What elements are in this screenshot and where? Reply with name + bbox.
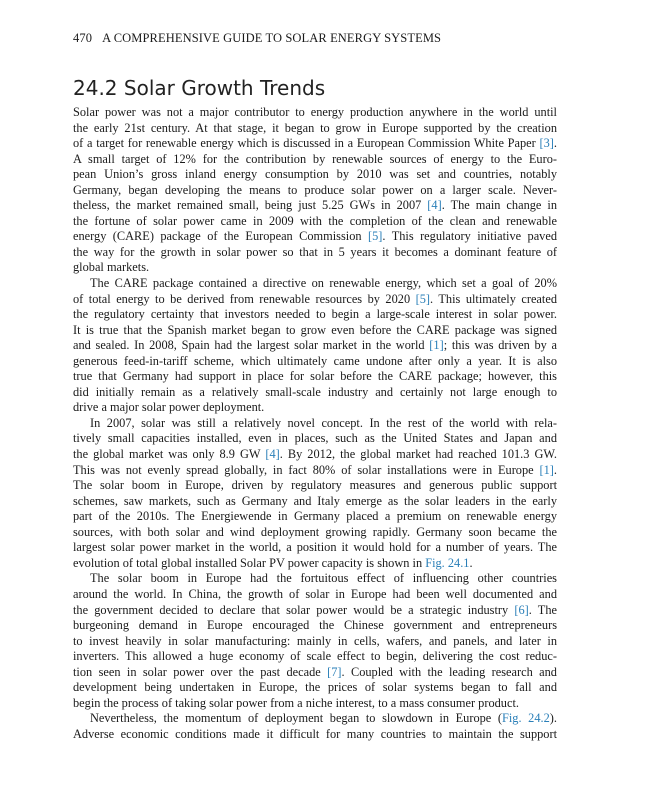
text-line: the early 21st century. At that stage, it began to grow in Europe supported by the creation: [73, 120, 557, 135]
page-number: 470: [73, 31, 93, 45]
citation-link-1[interactable]: [1]: [429, 338, 444, 353]
text-line: drive a major solar power deployment.: [73, 400, 265, 415]
citation-link-1[interactable]: [1]: [539, 462, 554, 477]
text-line: global markets.: [73, 260, 150, 275]
citation-link-5[interactable]: [5]: [368, 229, 383, 244]
text-line: It is true that the Spanish market began to grow even before the CARE package was signed: [73, 322, 557, 337]
text-line: and sealed. In 2008, Spain had the largest solar market in the world [1]; this was driven by a: [73, 338, 557, 353]
text-line: the fortune of solar power came in 2009 with the completion of the clean and renewable: [73, 213, 557, 228]
text-line: begin the process of taking solar power from a niche interest, to a mass consumer product.: [73, 695, 519, 710]
text-line: The solar boom in Europe, driven by regulatory measures and generous public support: [73, 478, 557, 493]
text-line: of a target for renewable energy which is discussed in a European Commission White Paper [3].: [73, 136, 557, 151]
citation-link-4[interactable]: [4]: [427, 198, 442, 213]
text-line: the government decided to declare that solar power would be a strategic industry [6]. The: [73, 602, 557, 617]
text-line: schemes, saw markets, such as Germany and Italy emerge as the solar leaders in the early: [73, 493, 557, 508]
text-line: development being undertaken in Europe, the prices of solar systems began to fall and: [73, 680, 557, 695]
figure-link-24-1[interactable]: Fig. 24.1: [425, 555, 470, 570]
text-line: Solar power was not a major contributor to energy production anywhere in the world until: [73, 105, 557, 119]
running-head-title: A COMPREHENSIVE GUIDE TO SOLAR ENERGY SYSTEMS: [102, 31, 442, 45]
text-line: pean Union’s gross inland energy consumption by 2010 was set and countries, notably: [73, 167, 557, 182]
text-line: evolution of total global installed Solar PV power capacity is shown in Fig. 24.1.: [73, 555, 473, 570]
text-line: inverters. This allowed a huge economy of scale effect to begin, delivering the cost reduc-: [73, 649, 557, 664]
text-line: Germany, began developing the means to produce solar power on a larger scale. Never-: [73, 182, 557, 197]
text-line: sources, with both solar and wind deployment growing rapidly. Germany soon became the: [73, 524, 557, 539]
paragraph-4: [73, 571, 557, 711]
body-text: [73, 105, 557, 742]
text-line: This was not evenly spread globally, in fact 80% of solar installations were in Europe [1].: [73, 462, 557, 477]
text-line: The solar boom in Europe had the fortuitous effect of influencing other countries: [90, 571, 557, 586]
text-line: to invest heavily in solar manufacturing: mainly in cells, wafers, and panels, and later in: [73, 633, 557, 648]
text-line: burgeoning demand in Europe encouraged the Chinese government and entrepreneurs: [73, 618, 557, 633]
section-title: 24.2 Solar Growth Trends: [73, 76, 326, 100]
text-line: largest solar power market in the world, a position it would hold for a number of years. The: [73, 540, 557, 555]
text-line: Adverse economic conditions made it difficult for many countries to maintain the support: [73, 726, 557, 741]
citation-link-7[interactable]: [7]: [327, 664, 342, 679]
text-line: Nevertheless, the momentum of deployment began to slowdown in Europe (Fig. 24.2).: [90, 711, 557, 726]
paragraph-3: [73, 416, 557, 571]
text-line: A small target of 12% for the contribution by renewable sources of energy to the Euro-: [73, 151, 557, 166]
text-line: tively small capacities installed, even in places, such as the United States and Japan and: [73, 431, 557, 446]
running-head: [73, 31, 573, 46]
text-line: the regulatory certainty that investors needed to begin a large-scale interest in solar power.: [73, 307, 557, 322]
text-line: part of the 2010s. The Energiewende in Germany placed a premium on renewable energy: [73, 509, 557, 524]
text-line: around the world. In China, the growth of solar in Europe had been well documented and: [73, 586, 557, 601]
figure-link-24-2[interactable]: Fig. 24.2: [502, 711, 550, 726]
citation-link-5[interactable]: [5]: [415, 291, 431, 306]
text-line: the way for the growth in solar power so that in 5 years it becomes a dominant feature of: [73, 244, 557, 259]
text-line: generous feed-in-tariff scheme, which ultimately came undone after only a year. It is also: [73, 353, 557, 368]
text-line: of total energy to be derived from renewable resources by 2020 [5]. This ultimately created: [73, 291, 557, 306]
paragraph-2: [73, 276, 557, 416]
text-line: did initially remain as a relatively small-scale industry and certainly not large enough to: [73, 384, 557, 399]
text-line: theless, the market remained small, being just 5.25 GWs in 2007 [4]. The main change in: [73, 198, 557, 213]
text-line: energy (CARE) package of the European Commission [5]. This regulatory initiative paved: [73, 229, 557, 244]
text-line: true that Germany had support in place for solar before the CARE package; however, this: [73, 369, 557, 384]
text-line: the global market was only 8.9 GW [4]. By 2012, the global market had reached 101.3 GW.: [73, 447, 557, 462]
citation-link-3[interactable]: [3]: [539, 136, 554, 151]
citation-link-4[interactable]: [4]: [265, 447, 280, 462]
paragraph-5: [73, 711, 557, 742]
text-line: tion seen in solar power over the past decade [7]. Coupled with the leading research and: [73, 664, 557, 679]
citation-link-6[interactable]: [6]: [514, 602, 529, 617]
text-line: The CARE package contained a directive on renewable energy, which set a goal of 20%: [90, 276, 557, 291]
paragraph-1: [73, 105, 557, 276]
text-line: In 2007, solar was still a relatively novel concept. In the rest of the world with rela-: [90, 415, 557, 430]
